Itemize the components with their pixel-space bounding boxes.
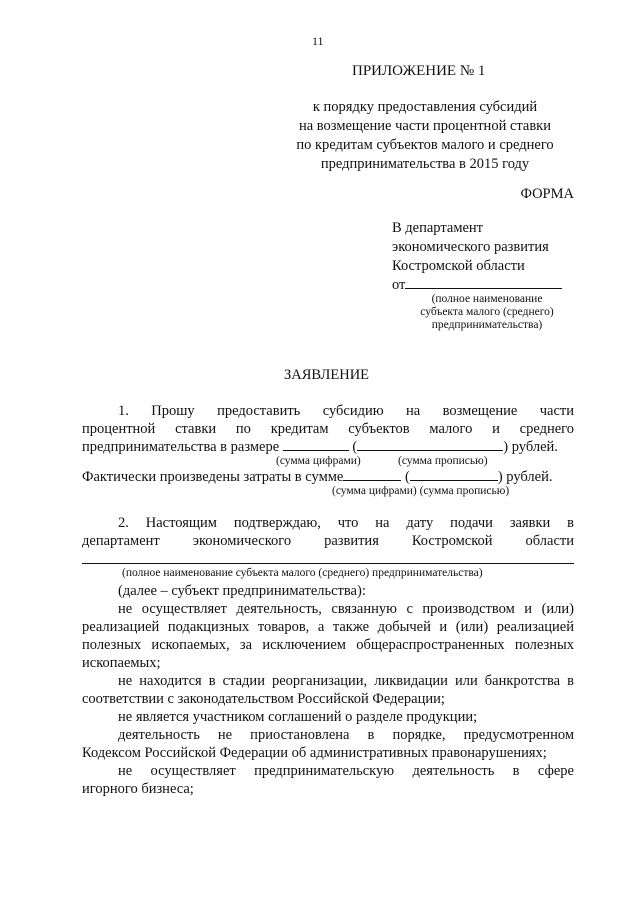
condition-1-line-1 bbox=[118, 600, 574, 618]
word: процентной bbox=[82, 421, 156, 437]
word: малого bbox=[429, 421, 473, 437]
word: развития bbox=[324, 533, 379, 549]
condition-4-line-2: Кодексом Российской Федерации об административных правонарушениях; bbox=[82, 745, 547, 761]
amount-words-field[interactable] bbox=[357, 438, 503, 451]
condition-1-line-3 bbox=[82, 636, 574, 654]
condition-5-line-2: игорного бизнеса; bbox=[82, 781, 194, 797]
paragraph-2-line-1 bbox=[118, 514, 574, 532]
word: среднего bbox=[519, 421, 574, 437]
appendix-subtitle-line-1: к порядку предоставления субсидий bbox=[312, 99, 538, 115]
costs-words-field[interactable] bbox=[410, 468, 498, 481]
entity-name-blank-line[interactable] bbox=[82, 563, 574, 564]
amount-digits-field[interactable] bbox=[283, 438, 349, 451]
rubles-label: ) рублей. bbox=[503, 439, 558, 455]
word: 1. bbox=[118, 403, 129, 419]
word: по bbox=[235, 421, 251, 437]
word: 2. bbox=[118, 515, 129, 531]
condition-3-line-1: не является участником соглашений о разделе продукции; bbox=[118, 709, 478, 725]
paren: ( bbox=[352, 439, 358, 455]
word: что bbox=[337, 515, 359, 531]
appendix-subtitle-line-2: на возмещение части процентной ставки bbox=[298, 118, 551, 134]
word: подачи bbox=[450, 515, 493, 531]
condition-5-line-1 bbox=[118, 762, 574, 780]
from-hint-line-1: (полное наименование bbox=[431, 293, 543, 305]
amount-digits-hint: (сумма цифрами) bbox=[276, 455, 361, 467]
word: подтверждаю, bbox=[233, 515, 321, 531]
word: предоставить bbox=[217, 403, 301, 419]
paragraph-1-line-1 bbox=[118, 402, 574, 420]
word: Костромской bbox=[411, 533, 493, 549]
addressee-line-3: Костромской области bbox=[392, 258, 525, 274]
word: возмещение bbox=[442, 403, 518, 419]
paragraph-2-continuation: (далее – субъект предпринимательства): bbox=[118, 583, 366, 599]
condition-text: не находится в стадии реорганизации, ликвидации или банкротства в bbox=[118, 673, 574, 689]
word: экономического bbox=[192, 533, 292, 549]
condition-text: полезных ископаемых, за исключением общераспространенных полезных bbox=[82, 637, 574, 653]
condition-text: реализацией подакцизных товаров, а также добычей и (или) реализацией bbox=[82, 619, 574, 635]
addressee-line-1: В департамент bbox=[392, 220, 484, 236]
costs-label: Фактически произведены затраты в сумме bbox=[82, 469, 344, 485]
condition-2-line-2: соответствии с законодательством Российской Федерации; bbox=[82, 691, 445, 707]
statement-title: ЗАЯВЛЕНИЕ bbox=[284, 367, 370, 383]
word: Прошу bbox=[151, 403, 195, 419]
costs-digits-field[interactable] bbox=[343, 468, 401, 481]
form-label: ФОРМА bbox=[520, 186, 574, 202]
paren: ( bbox=[405, 469, 410, 485]
word: заявки bbox=[509, 515, 551, 531]
amount-words-hint: (сумма прописью) bbox=[398, 455, 488, 467]
condition-4-line-1 bbox=[118, 726, 574, 744]
rubles-label: ) рублей. bbox=[497, 469, 553, 485]
appendix-subtitle-line-4: предпринимательства в 2015 году bbox=[320, 156, 530, 172]
word: на bbox=[375, 515, 390, 531]
from-hint-line-2: субъекта малого (среднего) bbox=[420, 306, 554, 318]
from-blank-field[interactable] bbox=[405, 276, 562, 289]
entity-name-hint: (полное наименование субъекта малого (среднего) предпринимательства) bbox=[122, 567, 483, 579]
condition-2-line-1 bbox=[118, 672, 574, 690]
page-number: 11 bbox=[312, 34, 324, 48]
word: субъектов bbox=[348, 421, 410, 437]
condition-1-line-4: ископаемых; bbox=[82, 655, 161, 671]
word: департамент bbox=[82, 533, 160, 549]
paragraph-2-line-2 bbox=[82, 532, 574, 550]
from-hint-line-3: предпринимательства) bbox=[431, 319, 543, 331]
condition-text: деятельность не приостановлена в порядке, предусмотренном bbox=[118, 727, 574, 743]
word: кредитам bbox=[270, 421, 329, 437]
from-label: от bbox=[392, 277, 406, 293]
word: на bbox=[406, 403, 421, 419]
word: области bbox=[525, 533, 574, 549]
appendix-title: ПРИЛОЖЕНИЕ № 1 bbox=[352, 63, 486, 79]
addressee-line-2: экономического развития bbox=[392, 239, 549, 255]
paragraph-1-line-2 bbox=[82, 420, 574, 438]
amount-label: предпринимательства в размере bbox=[82, 439, 280, 455]
word: дату bbox=[406, 515, 434, 531]
condition-text: не осуществляет деятельность, связанную с производством и (или) bbox=[118, 601, 574, 617]
costs-hint: (сумма цифрами) (сумма прописью) bbox=[332, 485, 510, 497]
word: части bbox=[539, 403, 575, 419]
word: ставки bbox=[175, 421, 217, 437]
word: субсидию bbox=[322, 403, 384, 419]
condition-1-line-2 bbox=[82, 618, 574, 636]
word: Настоящим bbox=[145, 515, 217, 531]
appendix-subtitle-line-3: по кредитам субъектов малого и среднего bbox=[296, 137, 554, 153]
word: в bbox=[567, 515, 575, 531]
condition-text: не осуществляет предпринимательскую деятельность в сфере bbox=[118, 763, 574, 779]
word: и bbox=[492, 421, 500, 437]
